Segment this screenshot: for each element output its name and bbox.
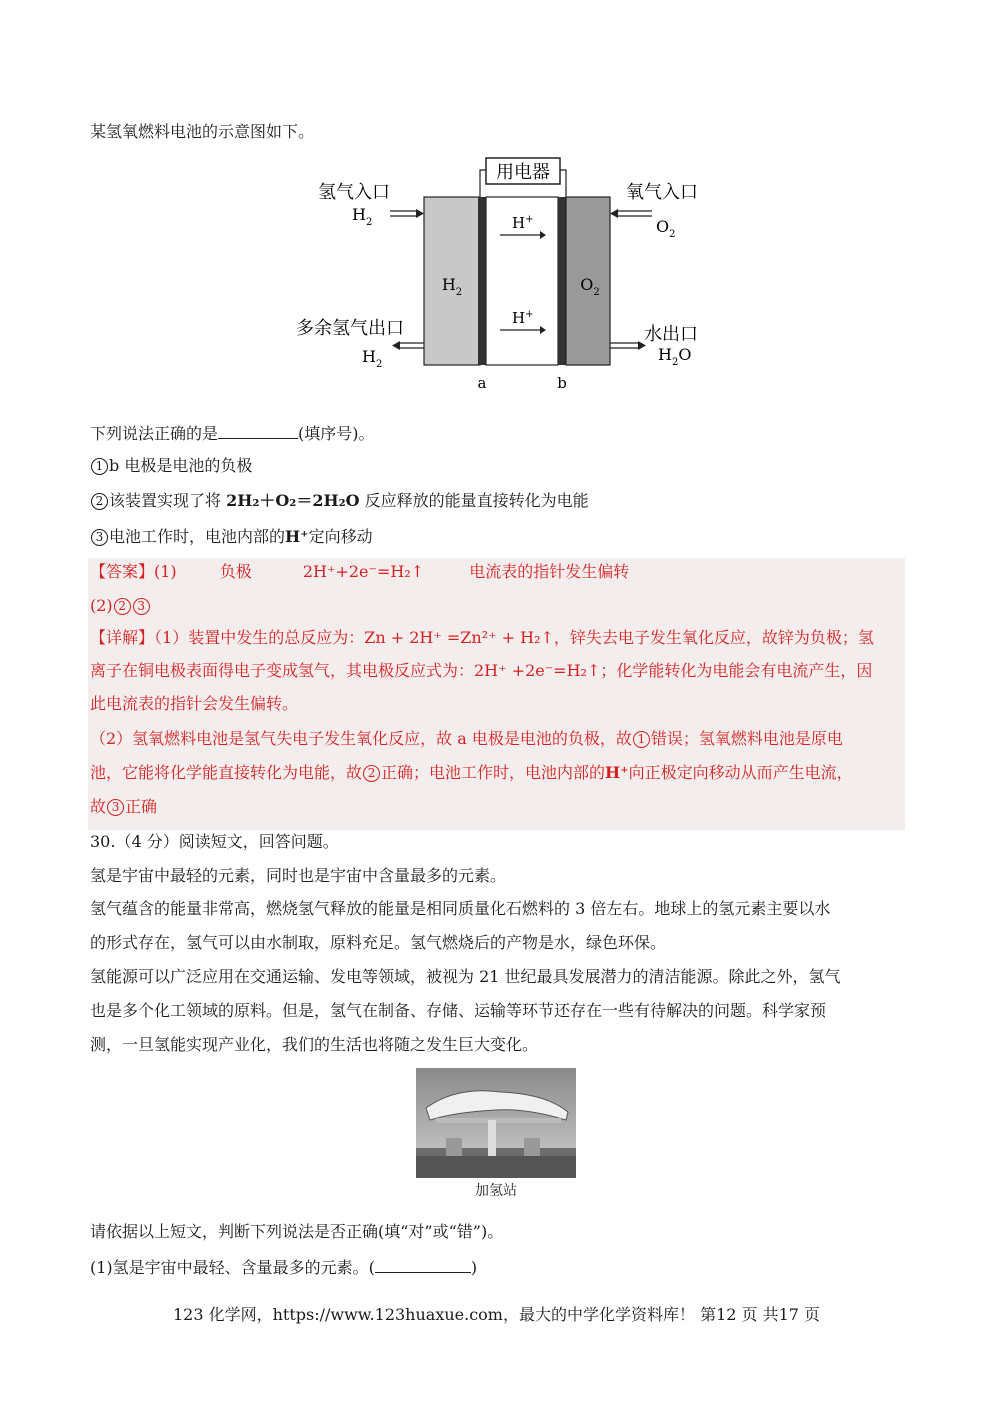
electrode-b-label: b bbox=[557, 374, 567, 392]
photo-caption: 加氢站 bbox=[475, 1183, 517, 1199]
electrode-b bbox=[558, 197, 566, 365]
q30-instruction: 请依据以上短文，判断下列说法是否正确(填“对”或“错”)。 bbox=[90, 1222, 504, 1241]
q30-para-2b: 的形式存在，氢气可以由水制取，原料充足。氢气燃烧后的产物是水，绿色环保。 bbox=[90, 933, 667, 952]
wire-right bbox=[560, 170, 566, 197]
option-2: 2 该装置实现了将 2H₂＋O₂＝2H₂O 反应释放的能量直接转化为电能 bbox=[90, 491, 589, 511]
hydrogen-station-photo bbox=[416, 1068, 576, 1178]
q30-para-3c: 测，一旦氢能实现产业化，我们的生活也将随之发生巨大变化。 bbox=[90, 1035, 539, 1054]
q30-para-3a: 氢能源可以广泛应用在交通运输、发电等领域，被视为 21 世纪最具发展潜力的清洁能源。除此之外，氢气 bbox=[90, 967, 841, 986]
o2-chamber-label: $O_2$ bbox=[580, 275, 600, 298]
o2-inlet-formula: $O_2$ bbox=[656, 217, 676, 240]
h2-outlet-formula: $H_2$ bbox=[362, 347, 383, 370]
hplus-label-top: H+ bbox=[512, 214, 534, 232]
q30-statement-1: (1)氢是宇宙中最轻、含量最多的元素。( ) bbox=[90, 1258, 478, 1277]
water-outlet-label: 水出口 bbox=[644, 324, 698, 345]
page-footer: 123 化学网，https://www.123huaxue.com，最大的中学化学资料库！ 第12 页 共17 页 bbox=[172, 1305, 821, 1324]
option-3: 3 电池工作时，电池内部的H⁺定向移动 bbox=[90, 527, 373, 547]
question-prompt: 下列说法正确的是 (填序号)。 bbox=[90, 424, 375, 443]
h2-outlet-label: 多余氢气出口 bbox=[296, 318, 404, 339]
intro-text: 某氢氧燃料电池的示意图如下。 bbox=[90, 122, 315, 141]
electrode-a bbox=[478, 197, 486, 365]
q30-para-3b: 也是多个化工领域的原料。但是，氢气在制备、存储、运输等环节还存在一些有待解决的问题。科学家预 bbox=[90, 1001, 827, 1020]
detail-line-2: 离子在铜电极表面得电子变成氢气，其电极反应式为：2H⁺ +2e⁻=H₂↑；化学能转化为电能会有电流产生，因 bbox=[90, 661, 873, 680]
electrode-a-label: a bbox=[477, 374, 487, 392]
detail-line-4: （2）氢氧燃料电池是氢气失电子发生氧化反应，故 a 电极是电池的负极，故 1 错误；氢氧燃料电池是原电 bbox=[90, 729, 843, 748]
answer-line-1: 【答案】(1) 负极 2H⁺+2e⁻=H₂↑ 电流表的指针发生偏转 bbox=[90, 562, 630, 581]
answer-blank[interactable] bbox=[218, 422, 298, 439]
hplus-label-bottom: H+ bbox=[512, 309, 534, 327]
q30-para-1: 氢是宇宙中最轻的元素，同时也是宇宙中含量最多的元素。 bbox=[90, 866, 507, 885]
q30-para-2a: 氢气蕴含的能量非常高，燃烧氢气释放的能量是相同质量化石燃料的 3 倍左右。地球上的氢元素主要以水 bbox=[90, 899, 831, 918]
h2-chamber-label: $H_2$ bbox=[441, 275, 463, 298]
detail-line-5: 池，它能将化学能直接转化为电能，故 2 正确；电池工作时，电池内部的H⁺向正极定向移动从而产生电流， bbox=[90, 763, 853, 782]
o2-inlet-label: 氧气入口 bbox=[626, 182, 698, 203]
h2-inlet-label: 氢气入口 bbox=[318, 182, 390, 203]
device-label: 用电器 bbox=[496, 162, 550, 183]
option-1: 1 b 电极是电池的负极 bbox=[90, 456, 252, 476]
detail-line-6: 故 3 正确 bbox=[90, 797, 158, 816]
h2-inlet-formula: $H_2$ bbox=[352, 205, 373, 228]
water-outlet-formula: $H_2O$ bbox=[658, 345, 692, 368]
statement-1-blank[interactable] bbox=[375, 1256, 471, 1273]
wire-left bbox=[480, 170, 486, 197]
detail-line-3: 此电流表的指针会发生偏转。 bbox=[90, 694, 299, 713]
q30-heading: 30.（4 分）阅读短文，回答问题。 bbox=[90, 832, 339, 851]
answer-line-2: (2) 2 3 bbox=[90, 596, 151, 616]
fuel-cell-diagram bbox=[290, 150, 720, 400]
detail-line-1: 【详解】（1）装置中发生的总反应为：Zn + 2H⁺ =Zn²⁺ + H₂↑，锌失去电子发生氧化反应，故锌为负极；氢 bbox=[90, 628, 874, 647]
